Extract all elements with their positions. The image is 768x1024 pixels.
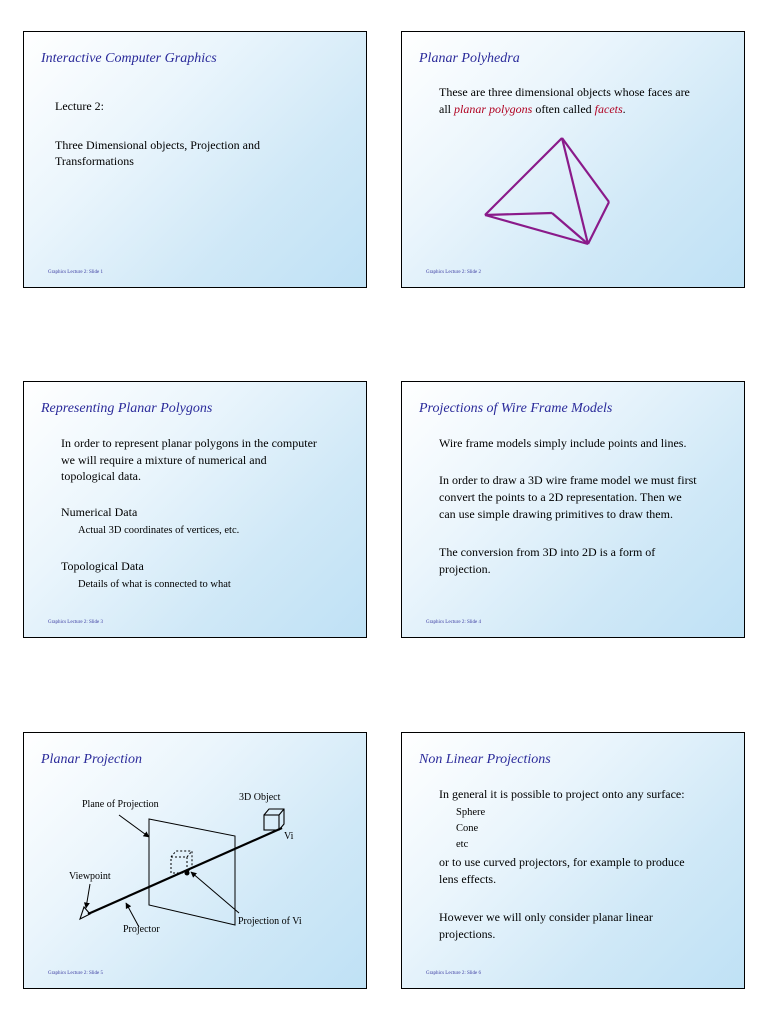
slide-text: projection.	[439, 562, 491, 576]
projection-diagram	[24, 733, 367, 989]
slide-3	[23, 381, 367, 638]
slide-footer: Graphics Lecture 2: Slide 4	[426, 620, 481, 625]
subheading-topological: Topological Data	[61, 559, 144, 573]
slide-4	[401, 381, 745, 638]
slide-text: The conversion from 3D into 2D is a form of	[439, 545, 656, 559]
subheading-numerical: Numerical Data	[61, 505, 138, 519]
slide-text: convert the points to a 2D representation. Then we	[439, 490, 682, 504]
detail-text: Details of what is connected to what	[78, 579, 231, 590]
text-run: all	[439, 102, 454, 116]
slide-2	[401, 31, 745, 288]
list-item: Sphere	[456, 807, 486, 818]
projection-point	[185, 871, 190, 876]
slide-footer: Graphics Lecture 2: Slide 6	[426, 971, 481, 976]
list-item: Cone	[456, 823, 479, 834]
slide-text: lens effects.	[439, 872, 497, 886]
slide-text: In order to draw a 3D wire frame model we must first	[439, 473, 697, 487]
label-3d-object: 3D Object	[239, 792, 281, 803]
slide-6	[401, 732, 745, 989]
slide-text: topological data.	[61, 469, 141, 483]
slide-title: Planar Polyhedra	[419, 51, 520, 66]
slide-1	[23, 31, 367, 288]
label-projection-of-vi: Projection of Vi	[238, 916, 302, 927]
slide-footer: Graphics Lecture 2: Slide 2	[426, 270, 481, 275]
slide-text: we will require a mixture of numerical and	[61, 453, 267, 467]
text-run: often called	[532, 102, 595, 116]
label-projector: Projector	[123, 924, 160, 935]
detail-text: Actual 3D coordinates of vertices, etc.	[78, 525, 240, 536]
slide-footer: Graphics Lecture 2: Slide 1	[48, 270, 103, 275]
slide-text: Transformations	[55, 154, 134, 168]
slide-title: Interactive Computer Graphics	[41, 51, 217, 66]
label-viewpoint: Viewpoint	[69, 871, 111, 882]
slide-text: These are three dimensional objects whose faces are	[439, 85, 690, 99]
slide-text: In general it is possible to project onto any surface:	[439, 787, 685, 801]
slide-footer: Graphics Lecture 2: Slide 5	[48, 971, 103, 976]
slide-text: In order to represent planar polygons in the computer	[61, 436, 317, 450]
slide-text: Wire frame models simply include points and lines.	[439, 436, 687, 450]
slide-title: Representing Planar Polygons	[41, 401, 213, 416]
slide-text: or to use curved projectors, for example to produce	[439, 855, 685, 869]
slide-title: Projections of Wire Frame Models	[419, 401, 613, 416]
slide-5	[23, 732, 367, 989]
slide-text: Three Dimensional objects, Projection and	[55, 138, 260, 152]
viewpoint-eye	[80, 907, 90, 919]
object-cube	[264, 809, 284, 830]
text-run: .	[622, 102, 626, 116]
slide-text: can use simple drawing primitives to draw them.	[439, 507, 673, 521]
slide-text: projections.	[439, 927, 496, 941]
slide-title: Planar Projection	[41, 752, 142, 767]
slide-title: Non Linear Projections	[419, 752, 551, 767]
polyhedron-diagram	[402, 32, 745, 288]
label-vi: Vi	[284, 831, 294, 842]
slide-footer: Graphics Lecture 2: Slide 3	[48, 620, 103, 625]
slide-text: Lecture 2:	[55, 99, 104, 113]
projection-plane	[149, 819, 235, 925]
emphasis-planar-polygons: planar polygons	[454, 102, 533, 116]
label-plane-of-projection: Plane of Projection	[82, 799, 159, 810]
emphasis-facets: facets	[594, 102, 623, 116]
slide-text: However we will only consider planar linear	[439, 910, 653, 924]
projector-line	[88, 828, 282, 914]
list-item: etc	[456, 839, 469, 850]
